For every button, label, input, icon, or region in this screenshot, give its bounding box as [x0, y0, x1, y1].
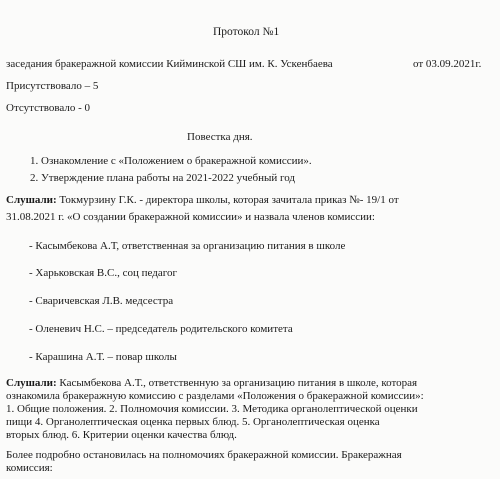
member-item: - Оленевич Н.С. – председатель родительского комитета: [29, 323, 293, 335]
protocol-date: от 03.09.2021г.: [413, 58, 482, 70]
hearing2-line4: пищи 4. Органолептическая оценка первых блюд. 5. Органолептическая оценка: [6, 416, 380, 428]
hearing1-label: Слушали:: [6, 194, 57, 206]
agenda-title: Повестка дня.: [187, 131, 253, 143]
member-item: - Харьковская В.С., соц педагог: [29, 267, 177, 279]
agenda-item-1: 1. Ознакомление с «Положением о бракеражной комиссии».: [30, 155, 312, 167]
hearing2-line2: ознакомила бракеражную комиссию с разделами «Положения о бракеражной комиссии»:: [6, 390, 424, 402]
protocol-subject: заседания бракеражной комиссии Кийминской СШ им. К. Ускенбаева: [6, 58, 333, 70]
hearing1-line1: [6, 194, 399, 207]
absent-count: Отсутствовало - 0: [6, 102, 91, 114]
hearing2-line3: 1. Общие положения. 2. Полномочия комиссии. 3. Методика органолептической оценки: [6, 403, 418, 415]
hearing1-line2: 31.08.2021 г. «О создании бракеражной комиссии» и назвала членов комиссии:: [6, 211, 375, 223]
hearing2-line5: вторых блюд. 6. Критерии оценки качества блюд.: [6, 429, 237, 441]
member-item: - Касымбекова А.Т, ответственная за организацию питания в школе: [29, 240, 346, 252]
hearing2-label: Слушали:: [6, 377, 57, 389]
hearing1-text: Токмурзину Г.К. - директора школы, которая зачитала приказ №- 19/1 от: [56, 194, 399, 206]
hearing2-line1: [6, 377, 417, 390]
hearing2-line6: Более подробно остановилась на полномочиях бракеражной комиссии. Бракеражная: [6, 449, 402, 461]
member-item: - Сваричевская Л.В. медсестра: [29, 295, 174, 307]
protocol-title: Протокол №1: [213, 26, 280, 38]
hearing2-text: Касымбекова А.Т., ответственную за организацию питания в школе, которая: [56, 377, 418, 389]
hearing2-line7: комиссия:: [6, 462, 53, 474]
agenda-item-2: 2. Утверждение плана работы на 2021-2022 учебный год: [30, 172, 296, 184]
present-count: Присутствовало – 5: [6, 80, 99, 92]
member-item: - Карашина А.Т. – повар школы: [29, 351, 177, 363]
